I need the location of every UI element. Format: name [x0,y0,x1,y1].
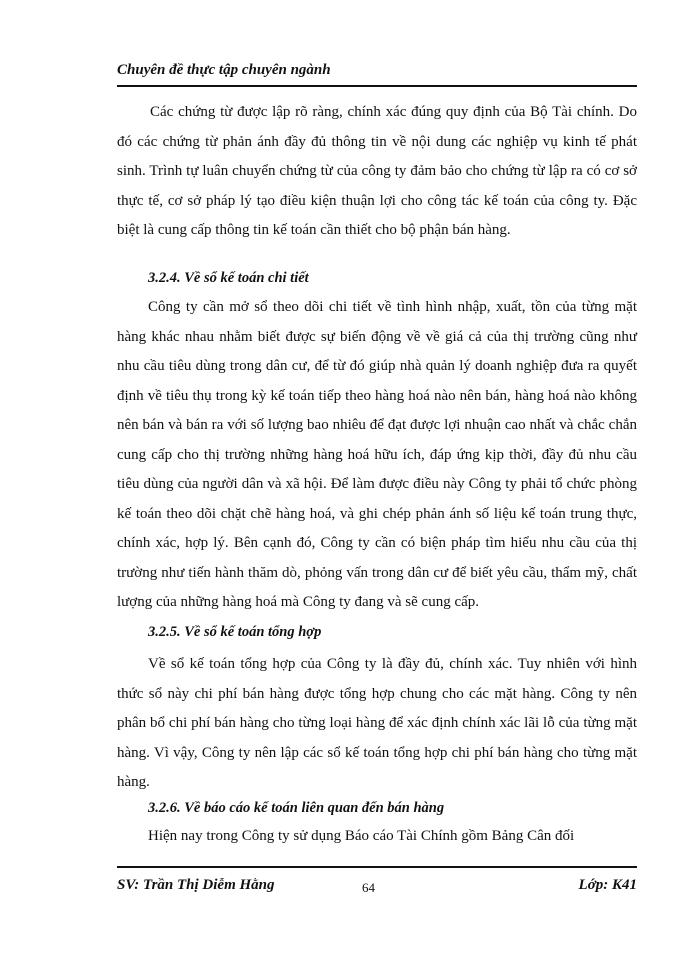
footer-rule [117,866,637,868]
footer-student-name: SV: Trần Thị Diễm Hằng [117,877,275,893]
paragraph-2: Công ty cần mở sổ theo dõi chi tiết về tình hình nhập, xuất, tồn của từng mặt hàng khác nhau nhằm biết được sự biến động về về giá cả của thị trường cũng như nhu cầu tiêu dùng trong dân cư, để từ đó giúp nhà quản lý doanh nghiệp đưa ra quyết định về tiêu thụ trong kỳ kế toán tiếp theo hàng hoá nào nên bán, hàng hoá nào không nên bán và bán ra với số lượng bao nhiêu để đạt được lợi nhuận cao nhất và chắc chắn cung cấp cho thị trường những hàng hoá hữu ích, đáp ứng kịp thời, đầy đủ nhu cầu tiêu dùng của người dân và xã hội. Để làm được điều này Công ty phải tổ chức phòng kế toán theo dõi chặt chẽ hàng hoá, và ghi chép phản ánh số liệu kế toán trung thực, chính xác, hợp lý. Bên cạnh đó, Công ty cần có biện pháp tìm hiểu nhu cầu của thị trường như tiến hành thăm dò, phỏng vấn trong dân cư để biết yêu cầu, thẩm mỹ, chất lượng của những hàng hoá mà Công ty đang và sẽ cung cấp. [117,299,637,610]
header-rule [117,85,637,87]
heading-sales-reports: 3.2.6. Về báo cáo kế toán liên quan đến bán hàng [148,800,445,816]
heading-general-ledger: 3.2.5. Về sổ kế toán tổng hợp [148,624,322,640]
footer-page-number: 64 [362,880,375,895]
footer-class: Lớp: K41 [578,877,637,893]
heading-detail-ledger: 3.2.4. Về sổ kế toán chi tiết [148,270,309,286]
paragraph-3: Về sổ kế toán tổng hợp của Công ty là đầy đủ, chính xác. Tuy nhiên với hình thức sổ này chi phí bán hàng được tổng hợp chung cho các mặt hàng. Công ty nên phân bổ chi phí bán hàng cho từng loại hàng để xác định chính xác lãi lỗ của từng mặt hàng. Vì vậy, Công ty nên lập các sổ kế toán tổng hợp chi phí bán hàng cho từng mặt hàng. [117,656,637,790]
paragraph-4: Hiện nay trong Công ty sử dụng Báo cáo Tài Chính gồm Bảng Cân đối [148,828,575,844]
paragraph-1: Các chứng từ được lập rõ ràng, chính xác đúng quy định của Bộ Tài chính. Do đó các chứng từ phản ánh đầy đủ thông tin về nội dung các nghiệp vụ kinh tế phát sinh. Trình tự luân chuyển chứng từ của công ty đảm bảo cho chứng từ lập ra có cơ sở thực tế, cơ sở pháp lý tạo điều kiện thuận lợi cho công tác kế toán của công ty. Đặc biệt là cung cấp thông tin kế toán cần thiết cho bộ phận bán hàng. [117,104,637,238]
page-header-title: Chuyên đề thực tập chuyên ngành [117,62,331,78]
